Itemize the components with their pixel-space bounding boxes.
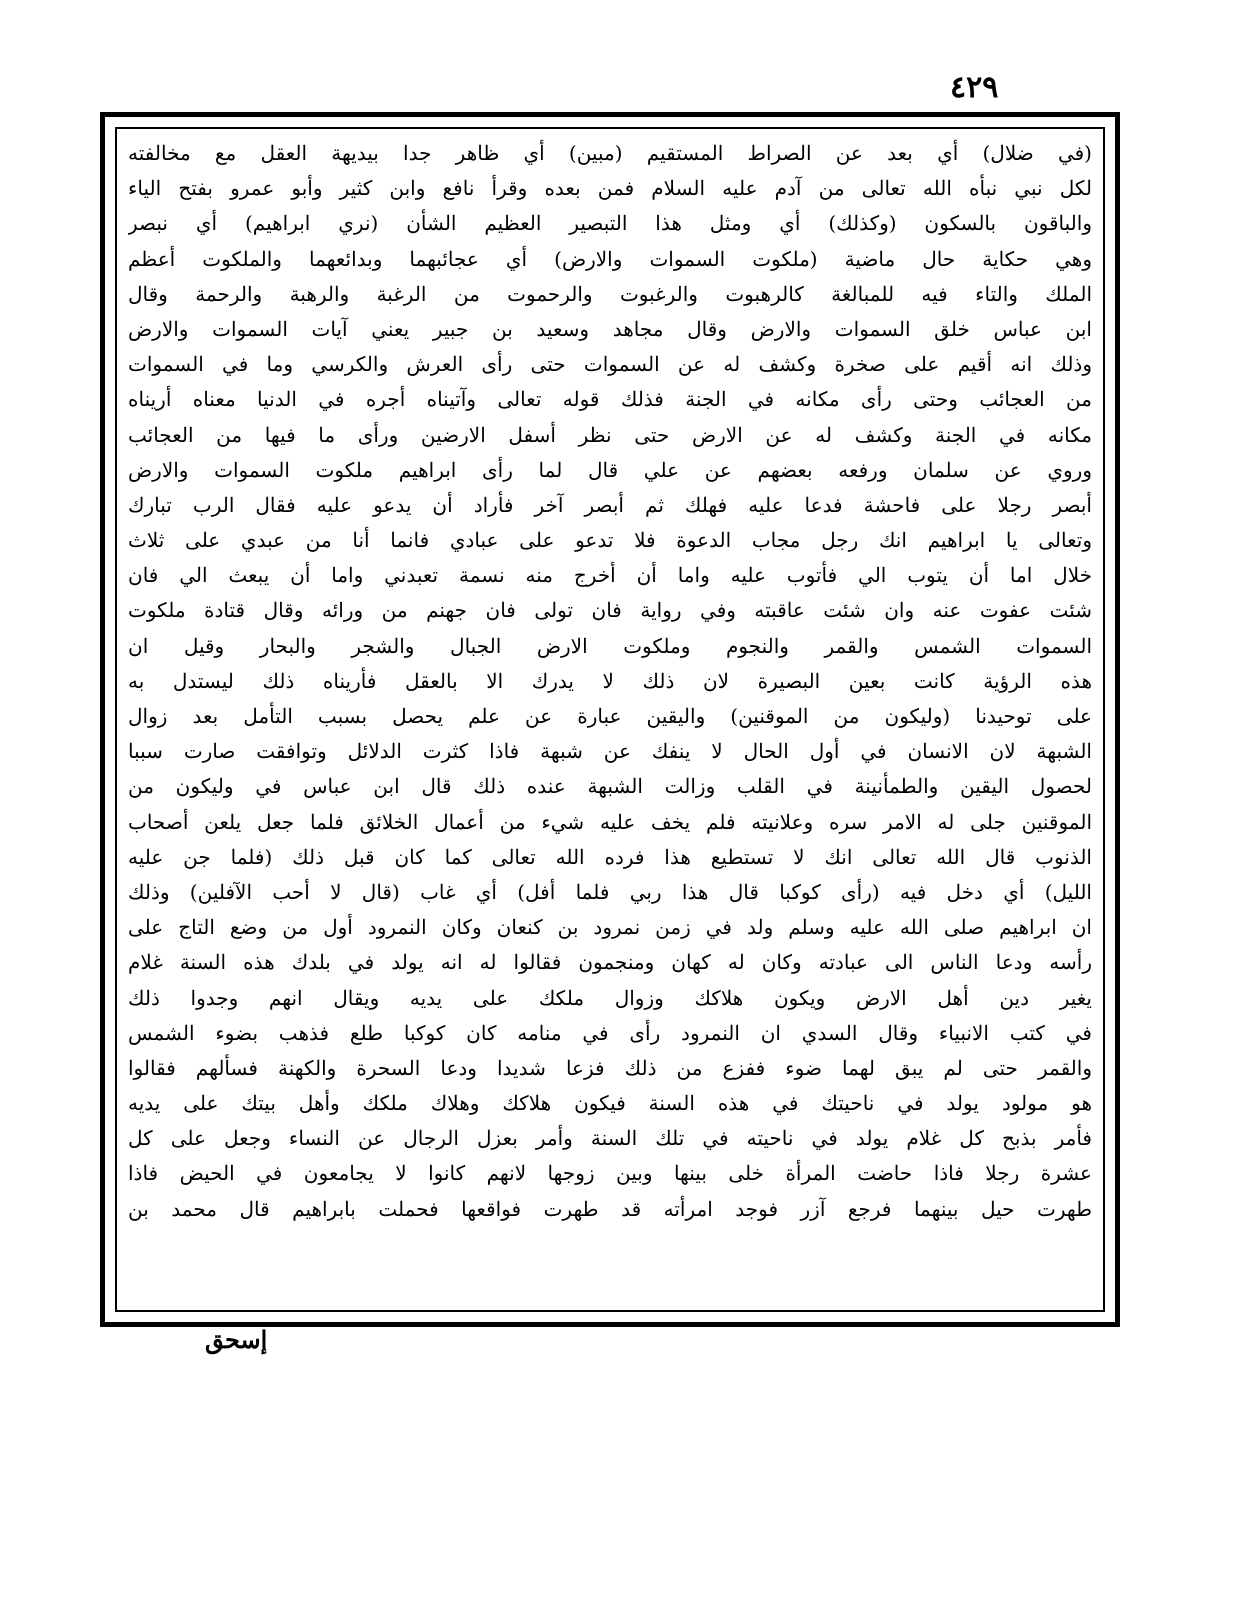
text-line: لكل نبي نبأه الله تعالى من آدم عليه السلام فمن بعده وقرأ نافع وابن كثير وأبو عمرو بفتح الياء (128, 176, 1092, 201)
text-line: (في ضلال) أي بعد عن الصراط المستقيم (مبين) أي ظاهر جدا بيديهة العقل مع مخالفته (128, 141, 1092, 165)
text-line: السموات الشمس والقمر والنجوم وملكوت الارض الجبال والشجر والبحار وقيل ان (128, 633, 1092, 658)
text-line: فأمر بذبح كل غلام يولد في ناحيته في تلك السنة وأمر بعزل الرجال عن النساء وجعل على كل (128, 1126, 1092, 1151)
text-line: ان ابراهيم صلى الله عليه وسلم ولد في زمن نمرود بن كنعان وكان النمرود أول من وضع التاج على (128, 915, 1092, 940)
text-line: هذه الرؤية كانت بعين البصيرة لان ذلك لا يدرك الا بالعقل فأريناه ذلك ليستدل به (128, 668, 1092, 693)
text-line: الموقنين جلى له الامر سره وعلانيته فلم يخف عليه شيء من أعمال الخلائق فلما جعل يلعن أصحاب (128, 809, 1092, 834)
text-line: يغير دين أهل الارض ويكون هلاكك وزوال ملكك على يديه ويقال انهم وجدوا ذلك (128, 985, 1092, 1010)
text-line: والقمر حتى لم يبق لهما ضوء ففزع من ذلك فزعا شديدا ودعا السحرة والكهنة فسألهم فقالوا (128, 1055, 1092, 1080)
text-line: الذنوب قال الله تعالى انك لا تستطيع هذا فرده الله تعالى كما كان قبل ذلك (فلما جن عليه (128, 844, 1092, 869)
main-text-body (120, 136, 1100, 1306)
text-line: عشرة رجلا فاذا حاضت المرأة خلى بينها وبين زوجها لانهم كانوا لا يجامعون في الحيض فاذا (128, 1161, 1092, 1186)
text-line: خلال اما أن يتوب الي فأتوب عليه واما أن أخرج منه نسمة تعبدني واما أن يبعث الي فان (128, 563, 1092, 588)
text-line: مكانه في الجنة وكشف له عن الارض حتى نظر أسفل الارضين ورأى ما فيها من العجائب (128, 422, 1092, 447)
text-line: وذلك انه أقيم على صخرة وكشف له عن السموات حتى رأى العرش والكرسي وما في السموات (128, 352, 1092, 377)
text-line: هو مولود يولد في ناحيتك في هذه السنة فيكون هلاكك وهلاك ملكك وأهل بيتك على يديه (128, 1091, 1092, 1116)
page-number: ٤٢٩ (950, 70, 999, 105)
text-line: وروي عن سلمان ورفعه بعضهم عن علي قال لما رأى ابراهيم ملكوت السموات والارض (128, 457, 1092, 482)
text-line: أبصر رجلا على فاحشة فدعا عليه فهلك ثم أبصر آخر فأراد أن يدعو عليه فقال الرب تبارك (128, 492, 1092, 517)
text-line: رأسه ودعا الناس الى عبادته وكان له كهان ومنجمون فقالوا له انه يولد في بلدك هذه السنة غلام (128, 950, 1092, 975)
text-line: طهرت حيل بينهما فرجع آزر فوجد امرأته قد طهرت فواقعها فحملت بابراهيم قال محمد بن (128, 1196, 1092, 1221)
text-line: الليل) أي دخل فيه (رأى كوكبا قال هذا ربي فلما أفل) أي غاب (قال لا أحب الآفلين) وذلك (128, 879, 1092, 904)
text-line: وتعالى يا ابراهيم انك رجل مجاب الدعوة فلا تدعو على عبادي فانما أنا من عبدي على ثلاث (128, 528, 1092, 553)
catchword: إسحق (205, 1325, 268, 1354)
text-line: لحصول اليقين والطمأنينة في القلب وزالت الشبهة عنده ذلك قال ابن عباس في وليكون من (128, 774, 1092, 799)
text-line: ابن عباس خلق السموات والارض وقال مجاهد وسعيد بن جبير يعني آيات السموات والارض (128, 316, 1092, 341)
text-line: في كتب الانبياء وقال السدي ان النمرود رأى في منامه كان كوكبا طلع فذهب بضوء الشمس (128, 1020, 1092, 1045)
text-line: من العجائب وحتى رأى مكانه في الجنة فذلك قوله تعالى وآتيناه أجره في الدنيا معناه أريناه (128, 387, 1092, 412)
text-line: على توحيدنا (وليكون من الموقنين) واليقين عبارة عن علم يحصل بسبب التأمل بعد زوال (128, 704, 1092, 728)
text-line: الملك والتاء فيه للمبالغة كالرهبوت والرغبوت والرحموت من الرغبة والرهبة والرحمة وقال (128, 281, 1092, 306)
text-line: وهي حكاية حال ماضية (ملكوت السموات والارض) أي عجائبهما وبدائعهما والملكوت أعظم (128, 246, 1092, 271)
text-line: الشبهة لان الانسان في أول الحال لا ينفك عن شبهة فاذا كثرت الدلائل وتوافقت صارت سببا (128, 739, 1092, 764)
text-line: والباقون بالسكون (وكذلك) أي ومثل هذا التبصير العظيم الشأن (نري ابراهيم) أي نبصر (128, 211, 1092, 236)
text-line: شئت عفوت عنه وان شئت عاقبته وفي رواية فان تولى فان جهنم من ورائه وقال قتادة ملكوت (128, 598, 1092, 623)
